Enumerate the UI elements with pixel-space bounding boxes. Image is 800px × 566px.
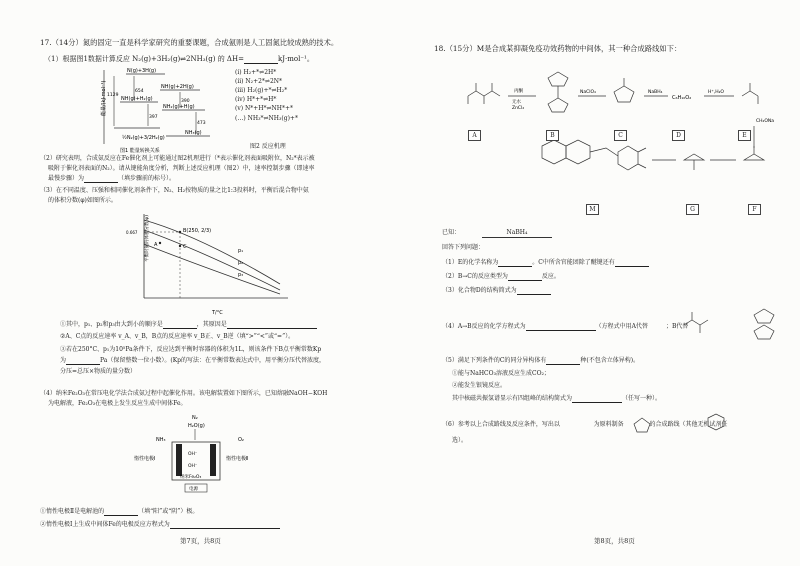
- q17-part1: [44, 55, 314, 64]
- q18-5: [442, 356, 639, 365]
- label-c: C: [614, 130, 627, 141]
- electrolysis-cell: [100, 412, 300, 500]
- level-4-label: NH₂(g)+H(g): [163, 104, 195, 110]
- answer-blank[interactable]: [227, 321, 317, 329]
- q17-4-ii-text: ②惰性电极Ⅰ上生成中间体Fe的电极反应方程式为: [40, 521, 170, 528]
- q17-3-i-text: ①其中，p₁、p₂和p₃由大到小的顺序是: [60, 321, 163, 328]
- q18-4-b: （方程式中用A代替: [595, 323, 648, 330]
- page-footer-right: 第8页，共8页: [594, 537, 635, 545]
- q18-6-c: 的合成路线（其他无机试剂任: [649, 421, 728, 428]
- q17-title: 17.（14分）氮的固定一直是科学家研究的重要课题，合成氨则是人工固氮比较成熟的技术。: [40, 38, 339, 47]
- q17-3-iii-b: [60, 356, 325, 365]
- reagent-1c: ZnCl₂: [512, 106, 525, 111]
- compound-a-structure: [468, 83, 500, 104]
- q18-1: [442, 258, 649, 267]
- label-m: M: [586, 204, 599, 215]
- fig2-caption: 图2 反应机理: [250, 143, 286, 150]
- curve-label-p2: p₂: [238, 260, 244, 266]
- q18-5-tail: 种(不包含立体异构)。: [580, 357, 640, 364]
- reagent-1: 丙酮: [514, 89, 523, 94]
- q17-3-i-tail: ，其原因是: [196, 321, 227, 328]
- compound-g-structure: [684, 154, 704, 170]
- label-d: D: [672, 130, 685, 141]
- page-footer-left: 第7页，共8页: [180, 537, 221, 545]
- q17-3-iii-c: Pa（保留整数一位小数）。(Kp的写法：在平衡常数表达式中，用平衡分压代替浓度，: [100, 357, 326, 364]
- cell-oh-2: OH⁻: [188, 464, 198, 469]
- label-e: E: [738, 130, 751, 141]
- num-d: 390: [181, 99, 190, 104]
- label-b: B: [546, 130, 559, 141]
- energy-diagram: [90, 64, 230, 154]
- num-a: 1129: [107, 93, 119, 98]
- reagent-3: NaBH₄: [648, 90, 663, 95]
- mech-step-5: (v) N*+H*⇌NH*+*: [235, 105, 294, 112]
- level-6-label: ½N₂(g)+3/2H₂(g): [122, 135, 165, 141]
- graph-xlabel: T/°C: [212, 310, 223, 316]
- cell-oh-1: OH⁻: [188, 452, 198, 457]
- known-label: 已知：: [442, 229, 461, 236]
- compound-b-structure: [548, 72, 568, 112]
- q17-part3-b: 的体积分数(φ)如图所示。: [48, 197, 117, 204]
- mech-step-4: (iv) H*+*⇌H*: [235, 96, 277, 103]
- q17-part3-a: （3）在不同温度、压强和相同催化剂条件下，N₂、H₂按物质的量之比1:3投料时，平衡后混合物中氨: [40, 187, 309, 194]
- oxane-ring: [708, 414, 724, 430]
- label-g: G: [686, 204, 699, 215]
- q17-part2-a: （2）研究表明，合成氨反应在Fe催化剂上可能通过图2机理进行（*表示催化剂表面吸附位，N₂*表示被: [40, 155, 315, 162]
- point-b-label: B(250, 2/3): [183, 228, 212, 234]
- cell-n2: N₂: [192, 415, 198, 421]
- q18-5-ii: ②能发生银镜反应。: [452, 382, 507, 389]
- answer-blank[interactable]: [615, 259, 649, 267]
- electrode-1: [176, 444, 182, 476]
- level-5-label: NH₃(g): [185, 130, 202, 136]
- point-a: [159, 242, 161, 244]
- q18-5-text: （5）满足下列条件的C的同分异构体有: [442, 357, 547, 364]
- num-e: 473: [197, 121, 206, 126]
- q18-4-c: ；B代替: [665, 323, 689, 330]
- q18-title: 18.（15分）M是合成某抑凝免疫功效药物的中间体，其一种合成路线如下：: [434, 44, 682, 53]
- reagent-1b: 无水: [512, 100, 521, 105]
- q17-part1-text: （1）根据图1数据计算反应 N₂(g)+3H₂(g)⇌2NH₃(g) 的 ΔH=: [44, 55, 244, 63]
- mech-step-6: (…) NH₃*⇌NH₃(g)+*: [235, 115, 298, 122]
- answer-intro: 回答下列问题：: [442, 244, 485, 251]
- fig1-caption: 图1 能量转换关系: [120, 148, 160, 154]
- mech-step-1: (i) H₂+*⇌2H*: [235, 69, 277, 76]
- level-2-label: NH(g)+2H(g): [161, 84, 194, 90]
- mech-step-2: (ii) N₂+2*⇌2N*: [235, 78, 283, 85]
- reagent-5: H⁺,H₂O: [708, 90, 724, 95]
- q17-part4-a: （4）纳米Fe₂O₃在常压电化学法合成氨过程中起催化作用。该电解装置如下图所示，已知熔融NaOH−KOH: [40, 390, 328, 397]
- q18-6-b: 为原料制备: [593, 421, 624, 428]
- q17-4-i-text: ①惰性电极Ⅱ是电解池的: [40, 508, 105, 515]
- num-b: 654: [135, 89, 144, 94]
- q18-5-iii-tail: （任写一种）。: [622, 395, 662, 402]
- energy-axis-label: 能量/(kJ·mol⁻¹): [101, 80, 107, 116]
- curve-p2: [144, 230, 280, 290]
- known-info: [442, 228, 552, 238]
- curve-label-p3: p₃: [238, 272, 244, 278]
- q17-part4-b: 为电解液，Fe₂O₃在电极上发生反应生成中间体Fe。: [48, 400, 187, 407]
- compound-m-structure: [542, 140, 646, 170]
- point-b: [179, 231, 181, 233]
- q18-1-text: （1）E的化学名称为: [442, 259, 499, 266]
- level-3-label: NH(g)+H₂(g): [121, 96, 153, 102]
- level-1-label: N(g)+3H(g): [127, 68, 157, 74]
- cell-fe2o3: 纳米Fe₂O₃: [180, 475, 202, 480]
- q17-3-ii: [60, 332, 294, 341]
- answer-blank[interactable]: [546, 357, 580, 365]
- compound-e-structure: [742, 83, 758, 104]
- structure-b-inline: [754, 309, 774, 339]
- answer-blank[interactable]: [170, 521, 280, 529]
- electrode-1-label: 惰性电极Ⅰ: [134, 456, 156, 462]
- answer-blank[interactable]: [163, 321, 197, 329]
- q18-5-i: ①能与NaHCO₃溶液反应生成CO₂；: [452, 370, 550, 377]
- q18-2: [442, 272, 560, 281]
- q17-3-iii: ③若在250°C、p₁为10⁵Pa条件下，反应达到平衡时容器的体积为1L，则该条件下B点平衡常数Kp: [60, 346, 322, 353]
- cell-h2o: H₂O(g): [188, 423, 205, 429]
- q18-5-iii-text: 其中核磁共振氢谱显示有四组峰的结构简式为: [452, 395, 573, 402]
- q18-2-text: （2）B→C的反应类型为: [442, 273, 508, 280]
- label-a: A: [468, 130, 481, 141]
- answer-blank[interactable]: [104, 508, 138, 516]
- answer-blank[interactable]: [498, 259, 532, 267]
- q17-part2-c-tail: （填步骤前的标号）。: [118, 175, 176, 182]
- reagent-2: NaClO₄: [580, 90, 596, 95]
- q18-3-text: （3）化合物D的结构简式为: [442, 287, 517, 294]
- cell-nh3: NH₃: [156, 437, 166, 443]
- cyclopentane-dibromo: [634, 418, 650, 432]
- answer-blank[interactable]: [244, 56, 278, 64]
- electrode-2-label: 惰性电极Ⅱ: [226, 456, 249, 462]
- compound-c-structure: [614, 78, 634, 102]
- q17-part2-b: 吸附于催化剂表面的N₂）。请从键能角度分析，判断上述反应机理（图2）中，速率控制步骤（即速率: [48, 165, 315, 172]
- point-a-label: A: [154, 242, 158, 248]
- mech-step-3: (iii) H₂(g)+*⇌H₂*: [235, 87, 288, 94]
- q17-3-iii-d: 分压=总压×物质的量分数）: [60, 368, 137, 375]
- power-source-label: 电源: [189, 487, 198, 492]
- answer-blank[interactable]: [84, 175, 118, 183]
- q17-4-i: [40, 507, 198, 516]
- point-c: [179, 245, 181, 247]
- structure-a-inline: [684, 312, 708, 333]
- q17-part1-unit: kJ·mol⁻¹。: [277, 55, 314, 63]
- compound-d-formula: C₆H₁₀O₂: [672, 95, 692, 101]
- label-f: F: [748, 204, 761, 215]
- answer-blank[interactable]: [66, 357, 100, 365]
- curve-p3: [144, 244, 280, 294]
- q18-4-structures: [678, 305, 788, 345]
- graph-ylabel: 平衡时氨的体积分数(φ): [145, 215, 150, 262]
- q18-6-text: （6）参考以上合成路线及反应条件，写出以: [442, 421, 560, 428]
- q17-3-ii-text: ②A、C点的反应速率 v_A、v_B，B点的反应速率 v_B正、v_B逆: [60, 333, 234, 340]
- q17-part2-c: [48, 174, 175, 183]
- q17-3-ii-tail: （填“>”“<”或“=”）。: [233, 333, 295, 340]
- curve-label-p1: p₁: [238, 248, 244, 254]
- q17-3-i: [60, 320, 317, 329]
- q18-5-iii: [452, 394, 661, 403]
- cell-o2: O₂: [238, 437, 244, 443]
- q18-4-text: （4）A→B反应的化学方程式为: [442, 323, 526, 330]
- answer-blank[interactable]: [526, 323, 596, 331]
- q18-4: [442, 322, 688, 331]
- num-c: 397: [149, 115, 158, 120]
- q18-3: [442, 286, 551, 295]
- q17-3-iii-b-text: 为: [60, 357, 67, 364]
- reagent-6: CH₂ONa: [756, 119, 774, 124]
- q17-part2-c-text: 最慢步骤）为: [48, 175, 85, 182]
- electrode-2: [210, 444, 216, 476]
- ammonia-fraction-graph: [120, 206, 300, 318]
- q18-2-tail: 反应。: [541, 273, 560, 280]
- point-c-label: C: [183, 244, 187, 250]
- graph-note: 0.667: [126, 230, 138, 235]
- q17-4-ii: [40, 520, 280, 529]
- q18-1-tail: 。C中所含官能团除了醚键还有: [532, 259, 615, 266]
- compound-f-structure: [744, 146, 764, 160]
- q18-6-structures: [628, 410, 748, 434]
- answer-blank[interactable]: [517, 287, 551, 295]
- q17-4-i-tail: （填“阳”或“阴”）极。: [138, 508, 199, 515]
- known-reagent: NaBH₄: [482, 228, 552, 238]
- q18-6-d: 选）。: [452, 437, 468, 444]
- answer-blank[interactable]: [508, 273, 542, 281]
- answer-blank[interactable]: [572, 395, 622, 403]
